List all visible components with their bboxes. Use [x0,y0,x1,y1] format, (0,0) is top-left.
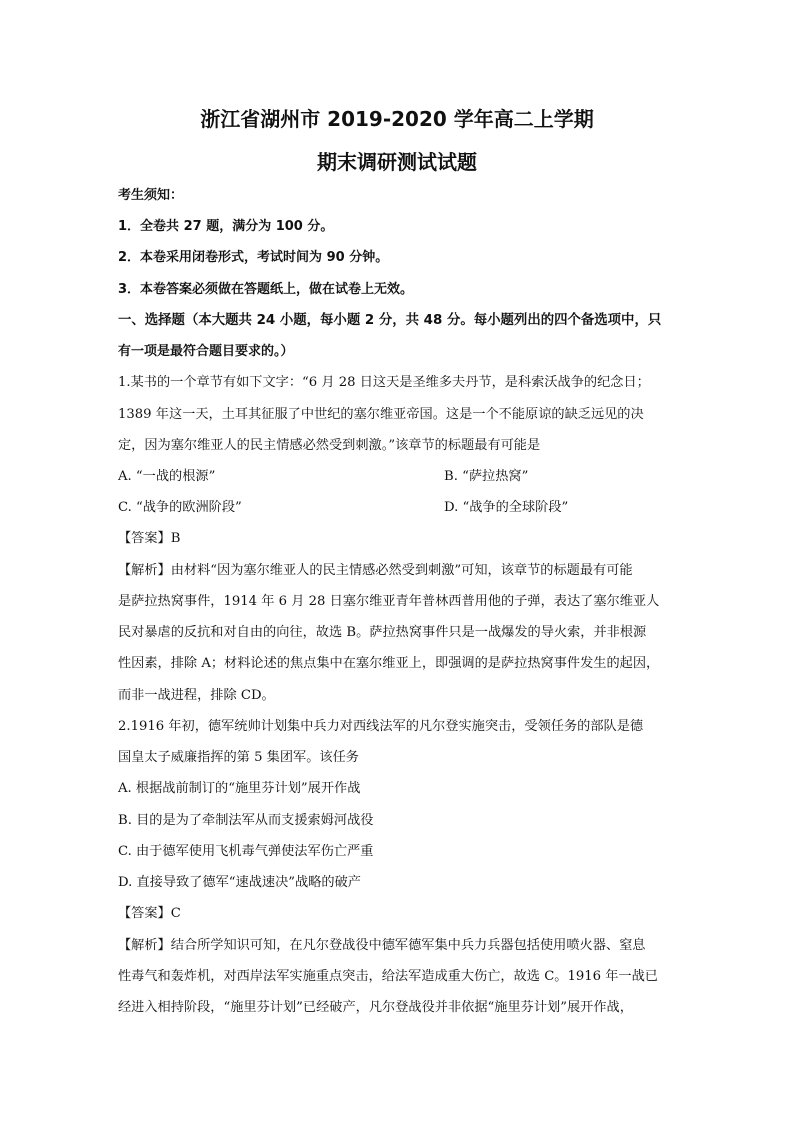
q2-analysis-line: 【解析】结合所学知识可知，在凡尔登战役中德军德军集中兵力兵器包括使用喷火器、窒息 [118,938,646,953]
q1-analysis-line: 性因素，排除 A；材料论述的焦点集中在塞尔维亚上，即强调的是萨拉热窝事件发生的起因， [118,656,660,671]
q2-option-c: C. 由于德军使用飞机毒气弹使法军伤亡严重 [118,844,374,859]
q1-stem-line: 1389 年这一天，土耳其征服了中世纪的塞尔维亚帝国。这是一个不能原谅的缺乏远见的决 [118,407,644,422]
q1-analysis-line: 【解析】由材料“因为塞尔维亚人的民主情感必然受到刺激”可知，该章节的标题最有可能 [118,563,633,578]
title-line-1: 浙江省湖州市 2019-2020 学年高二上学期 [200,107,594,131]
notice-item: 1．全卷共 27 题，满分为 100 分。 [118,219,334,234]
q2-option-d: D. 直接导致了德军“速战速决”战略的破产 [118,875,361,890]
q2-analysis-line: 性毒气和轰炸机，对西岸法军实施重点突击，给法军造成重大伤亡，故选 C。1916 年一战已 [118,969,658,984]
q1-analysis-line: 是萨拉热窝事件，1914 年 6 月 28 日塞尔维亚青年普林西普用他的子弹，表达了塞尔维亚人 [118,594,660,609]
q1-stem-line: 定，因为塞尔维亚人的民主情感必然受到刺激。”该章节的标题最有可能是 [118,438,541,453]
q2-analysis-line: 经进入相持阶段，“施里芬计划”已经破产，凡尔登战役并非依据“施里芬计划”展开作战， [118,1000,633,1015]
notice-item: 3．本卷答案必须做在答题纸上，做在试卷上无效。 [118,282,414,297]
title-line-2: 期末调研测试试题 [317,150,477,174]
notice-item: 2．本卷采用闭卷形式，考试时间为 90 分钟。 [118,250,389,265]
q1-answer: 【答案】B [118,531,181,546]
q1-stem-line: 1.某书的一个章节有如下文字：“6 月 28 日这天是圣维多夫丹节，是科索沃战争的纪念日； [118,375,650,390]
q1-option-c: C. “战争的欧洲阶段” [118,500,242,515]
q1-option-d: D. “战争的全球阶段” [444,500,569,515]
q1-option-a: A. “一战的根源” [118,469,216,484]
q2-stem-line: 国皇太子威廉指挥的第 5 集团军。该任务 [118,750,359,765]
q2-option-a: A. 根据战前制订的“施里芬计划”展开作战 [118,781,361,796]
q2-answer: 【答案】C [118,906,181,921]
section-heading-line2: 有一项是最符合题目要求的。） [118,344,294,359]
q1-analysis-line: 民对暴虐的反抗和对自由的向往，故选 B。萨拉热窝事件只是一战爆发的导火索，并非根源 [118,625,647,640]
q2-option-b: B. 目的是为了牵制法军从而支援索姆河战役 [118,813,374,828]
q1-option-b: B. “萨拉热窝” [444,469,529,484]
q2-stem-line: 2.1916 年初，德军统帅计划集中兵力对西线法军的凡尔登实施突击，受领任务的部队是德 [118,719,644,734]
q1-analysis-line: 而非一战进程，排除 CD。 [118,688,275,703]
section-heading-line1: 一、选择题（本大题共 24 小题，每小题 2 分，共 48 分。每小题列出的四个备选项中，只 [118,313,662,328]
notice-heading: 考生须知： [118,188,184,203]
